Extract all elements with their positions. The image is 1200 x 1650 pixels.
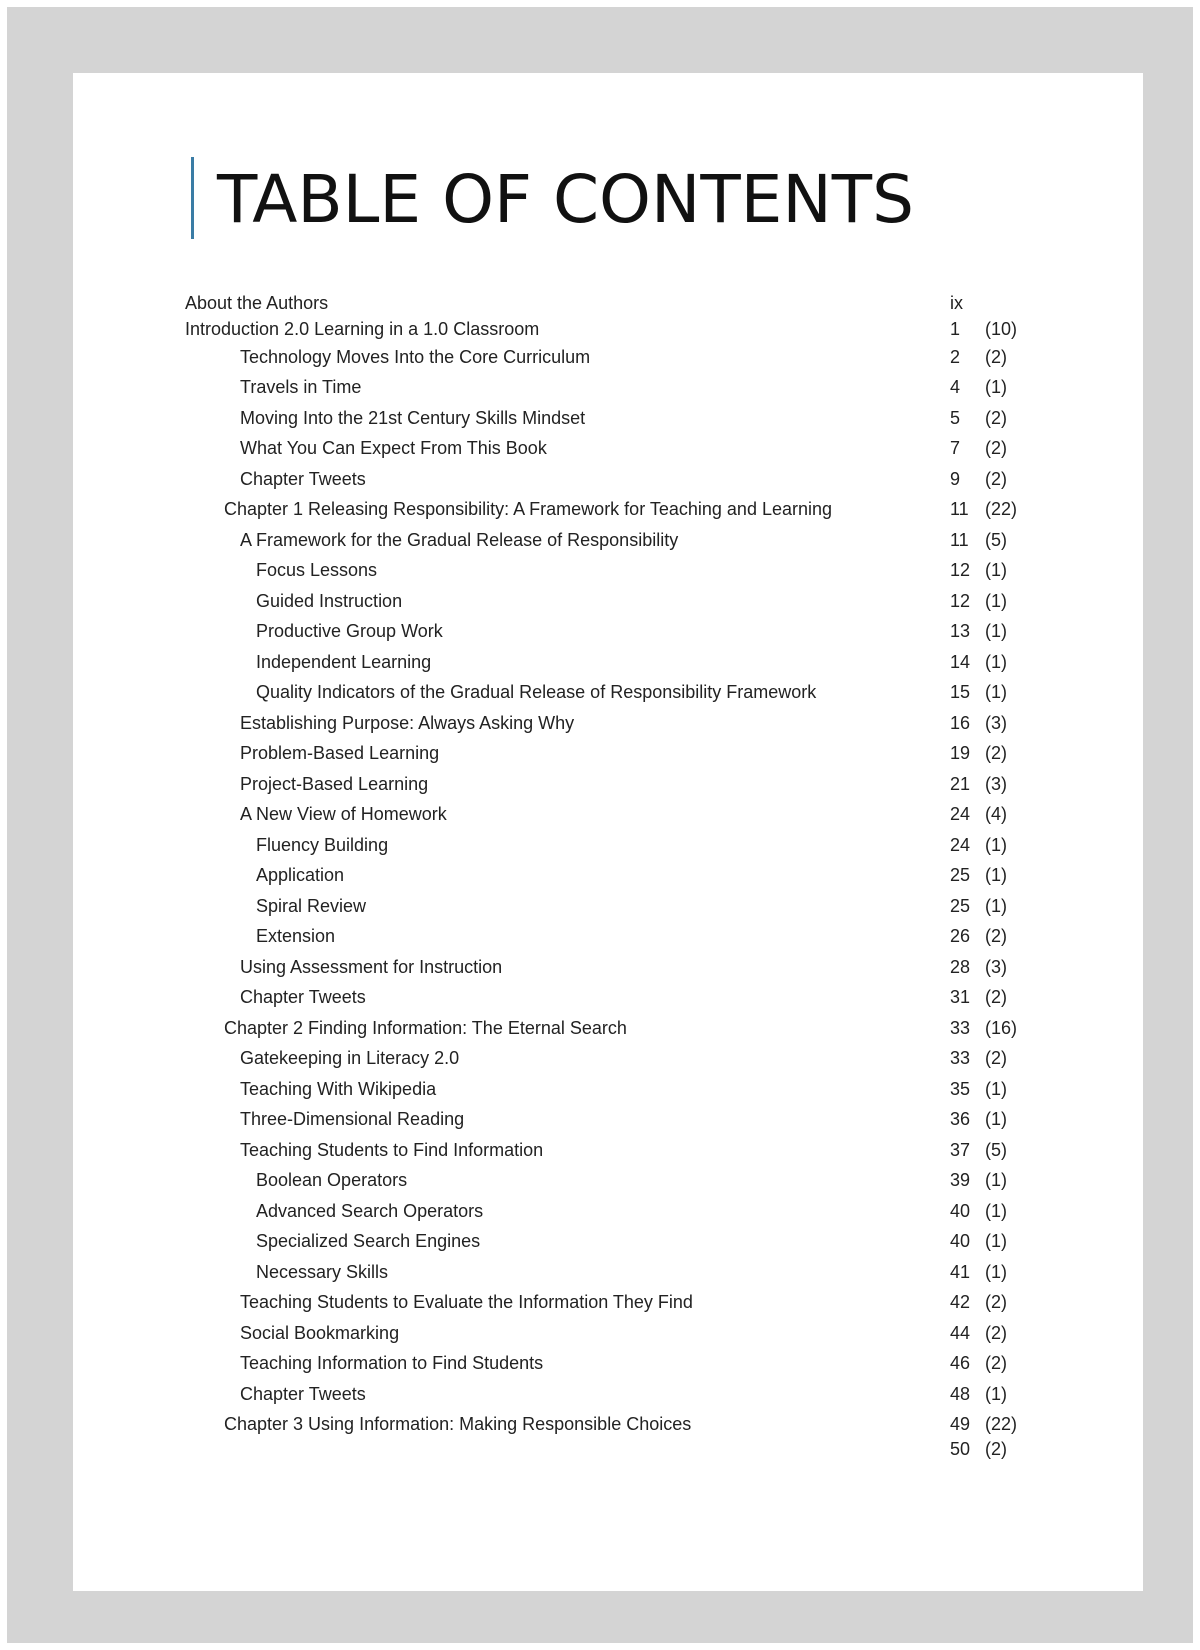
toc-entry — [73, 678, 1143, 706]
toc-entry — [73, 1380, 1143, 1408]
toc-entry-page-number: 7 — [950, 438, 961, 458]
toc-entry-page-count: (3) — [985, 713, 1007, 733]
toc-entry-page-number: 15 — [950, 682, 971, 702]
toc-entry-page-number: 25 — [950, 896, 971, 916]
toc-entry-page-count: (22) — [985, 1414, 1018, 1434]
toc-entry-page-number: 41 — [950, 1262, 971, 1282]
toc-entry — [73, 526, 1143, 554]
toc-entry-title: Problem-Based Learning — [240, 743, 440, 763]
toc-entry-title: Using Assessment for Instruction — [240, 957, 503, 977]
toc-entry-page-count: (1) — [985, 560, 1007, 580]
toc-entry-title: Chapter 2 Finding Information: The Eternal Search — [224, 1018, 627, 1038]
toc-entry-title: Productive Group Work — [256, 621, 443, 641]
toc-entry — [73, 831, 1143, 859]
toc-entry-title: Fluency Building — [256, 835, 389, 855]
toc-entry — [73, 892, 1143, 920]
toc-entry-page-count: (22) — [985, 499, 1018, 519]
toc-entry-page-count: (1) — [985, 1109, 1007, 1129]
toc-entry-page-number: 49 — [950, 1414, 971, 1434]
toc-entry — [73, 556, 1143, 584]
toc-entry-page-count: (2) — [985, 1292, 1007, 1312]
toc-entry-title: Teaching With Wikipedia — [240, 1079, 437, 1099]
toc-entry-page-count: (2) — [985, 408, 1007, 428]
toc-entry — [73, 289, 1143, 317]
toc-entry-page-number: 33 — [950, 1048, 971, 1068]
toc-entry-page-count: (3) — [985, 774, 1007, 794]
toc-entry-page-number: 14 — [950, 652, 971, 672]
toc-entry-title: A New View of Homework — [240, 804, 447, 824]
toc-entry-page-count: (1) — [985, 1231, 1007, 1251]
toc-entry-title: Project-Based Learning — [240, 774, 429, 794]
toc-entry-title: Travels in Time — [240, 377, 362, 397]
toc-entry — [73, 1227, 1143, 1255]
toc-entry-title: Advanced Search Operators — [256, 1201, 484, 1221]
toc-entry-page-number: 21 — [950, 774, 971, 794]
document-page — [73, 73, 1143, 1591]
toc-entry — [73, 1044, 1143, 1072]
toc-entry-page-number: 12 — [950, 560, 971, 580]
toc-entry-title: Chapter 3 Using Information: Making Responsible Choices — [224, 1414, 692, 1434]
toc-entry-page-number: 40 — [950, 1231, 971, 1251]
toc-entry — [73, 315, 1143, 343]
toc-entry-page-number: 26 — [950, 926, 971, 946]
toc-entry — [73, 861, 1143, 889]
toc-entry — [73, 373, 1143, 401]
toc-entry-title: Social Bookmarking — [240, 1323, 400, 1343]
toc-entry-page-count: (1) — [985, 1384, 1007, 1404]
toc-entry-page-count: (1) — [985, 896, 1007, 916]
toc-entry-page-number: 36 — [950, 1109, 971, 1129]
toc-entry-page-number: 4 — [950, 377, 961, 397]
toc-entry-page-count: (2) — [985, 1353, 1007, 1373]
toc-entry-page-count: (2) — [985, 1048, 1007, 1068]
toc-entry — [73, 648, 1143, 676]
toc-entry-page-number: 25 — [950, 865, 971, 885]
toc-entry-page-count: (5) — [985, 530, 1007, 550]
toc-entry — [73, 739, 1143, 767]
toc-entry — [73, 1166, 1143, 1194]
toc-entry-title: Focus Lessons — [256, 560, 378, 580]
toc-entry — [73, 709, 1143, 737]
toc-entry-page-count: (16) — [985, 1018, 1018, 1038]
toc-entry — [73, 404, 1143, 432]
toc-entry-page-number: 35 — [950, 1079, 971, 1099]
toc-entry-title: Chapter Tweets — [240, 987, 366, 1007]
toc-entry-page-count: (1) — [985, 865, 1007, 885]
toc-entry-page-number: 11 — [950, 530, 969, 550]
toc-entry-title: Chapter Tweets — [240, 469, 366, 489]
toc-entry-title: Boolean Operators — [256, 1170, 408, 1190]
toc-entry — [73, 800, 1143, 828]
toc-entry — [73, 1105, 1143, 1133]
toc-entry-page-count: (1) — [985, 835, 1007, 855]
toc-entry-page-count: (10) — [985, 319, 1018, 339]
toc-entry-page-count: (1) — [985, 377, 1007, 397]
toc-entry-page-number: 11 — [950, 499, 969, 519]
toc-entry — [73, 1288, 1143, 1316]
toc-entry-page-count: (2) — [985, 469, 1007, 489]
toc-entry-title: What You Can Expect From This Book — [240, 438, 547, 458]
toc-entry-page-number: 39 — [950, 1170, 971, 1190]
toc-entry — [73, 1258, 1143, 1286]
toc-entry-page-number: 48 — [950, 1384, 971, 1404]
toc-entry-page-number: 16 — [950, 713, 971, 733]
toc-entry — [73, 1319, 1143, 1347]
toc-entry-page-count: (2) — [985, 926, 1007, 946]
toc-entry-page-number: 5 — [950, 408, 961, 428]
toc-entry-page-number: 1 — [950, 319, 961, 339]
toc-entry-page-count: (2) — [985, 743, 1007, 763]
toc-entry — [73, 1410, 1143, 1438]
toc-entry-page-number: 2 — [950, 347, 961, 367]
toc-entry-page-count: (1) — [985, 1079, 1007, 1099]
toc-entry-page-count: (5) — [985, 1140, 1007, 1160]
toc-entry-title: Quality Indicators of the Gradual Release of Responsibility Framework — [256, 682, 817, 702]
toc-entry-title: Establishing Purpose: Always Asking Why — [240, 713, 575, 733]
toc-entry-title: Chapter 1 Releasing Responsibility: A Framework for Teaching and Learning — [224, 499, 833, 519]
toc-entry-page-count: (4) — [985, 804, 1007, 824]
toc-entry-page-number: 42 — [950, 1292, 971, 1312]
toc-entry-title: Chapter Tweets — [240, 1384, 366, 1404]
toc-entry-page-number: 40 — [950, 1201, 971, 1221]
toc-entry — [73, 1075, 1143, 1103]
toc-entry — [73, 465, 1143, 493]
toc-entry-page-count: (1) — [985, 1170, 1007, 1190]
toc-entry — [73, 495, 1143, 523]
toc-entry-title: Necessary Skills — [256, 1262, 389, 1282]
toc-entry — [73, 770, 1143, 798]
toc-entry-title: Specialized Search Engines — [256, 1231, 481, 1251]
toc-entry-page-count: (1) — [985, 1262, 1007, 1282]
toc-entry-title: Application — [256, 865, 345, 885]
page-frame — [7, 7, 1193, 1643]
toc-entry-title: Teaching Information to Find Students — [240, 1353, 544, 1373]
toc-entry-title: Introduction 2.0 Learning in a 1.0 Classroom — [185, 319, 540, 339]
toc-entry-page-number: 19 — [950, 743, 971, 763]
toc-entry-title: A Framework for the Gradual Release of Responsibility — [240, 530, 679, 550]
toc-entry-title: Three-Dimensional Reading — [240, 1109, 465, 1129]
toc-entry — [73, 983, 1143, 1011]
toc-entry — [73, 1136, 1143, 1164]
toc-entry-page-number: 24 — [950, 804, 971, 824]
page-title: TABLE OF CONTENTS — [217, 161, 914, 238]
toc-list — [73, 73, 1143, 1521]
toc-entry-page-count: (2) — [985, 1439, 1007, 1459]
toc-entry — [73, 434, 1143, 462]
toc-entry-page-number: 9 — [950, 469, 961, 489]
toc-entry-title: Extension — [256, 926, 336, 946]
toc-entry-page-count: (1) — [985, 591, 1007, 611]
toc-entry-title: Guided Instruction — [256, 591, 403, 611]
toc-entry-page-count: (2) — [985, 347, 1007, 367]
toc-entry-title: Teaching Students to Evaluate the Information They Find — [240, 1292, 693, 1312]
toc-entry-page-number: 24 — [950, 835, 971, 855]
toc-entry — [73, 343, 1143, 371]
toc-entry-page-count: (1) — [985, 652, 1007, 672]
toc-entry-page-number: ix — [950, 293, 963, 313]
toc-entry-title: Independent Learning — [256, 652, 432, 672]
toc-entry-page-number: 31 — [950, 987, 971, 1007]
toc-entry-page-count: (1) — [985, 682, 1007, 702]
toc-entry-page-number: 46 — [950, 1353, 971, 1373]
toc-entry-title: About the Authors — [185, 293, 329, 313]
toc-entry — [73, 1435, 1143, 1463]
toc-entry-page-count: (3) — [985, 957, 1007, 977]
toc-entry-title: Moving Into the 21st Century Skills Mindset — [240, 408, 586, 428]
toc-entry-page-number: 13 — [950, 621, 971, 641]
toc-entry-page-number: 50 — [950, 1439, 971, 1459]
toc-entry-title: Teaching Students to Find Information — [240, 1140, 544, 1160]
toc-entry — [73, 587, 1143, 615]
toc-entry-page-number: 37 — [950, 1140, 971, 1160]
toc-entry-page-number: 12 — [950, 591, 971, 611]
toc-entry-title: Technology Moves Into the Core Curriculum — [240, 347, 591, 367]
toc-entry-page-count: (2) — [985, 987, 1007, 1007]
toc-entry — [73, 617, 1143, 645]
toc-entry-page-count: (1) — [985, 621, 1007, 641]
toc-entry — [73, 1349, 1143, 1377]
toc-entry — [73, 922, 1143, 950]
toc-entry — [73, 1014, 1143, 1042]
toc-entry-page-number: 33 — [950, 1018, 971, 1038]
toc-entry-page-number: 28 — [950, 957, 971, 977]
toc-entry-title: Gatekeeping in Literacy 2.0 — [240, 1048, 460, 1068]
toc-entry — [73, 1197, 1143, 1225]
toc-entry-page-count: (1) — [985, 1201, 1007, 1221]
toc-entry — [73, 953, 1143, 981]
toc-entry-page-count: (2) — [985, 1323, 1007, 1343]
toc-entry-page-number: 44 — [950, 1323, 971, 1343]
toc-entry-title: Spiral Review — [256, 896, 367, 916]
toc-entry-page-count: (2) — [985, 438, 1007, 458]
